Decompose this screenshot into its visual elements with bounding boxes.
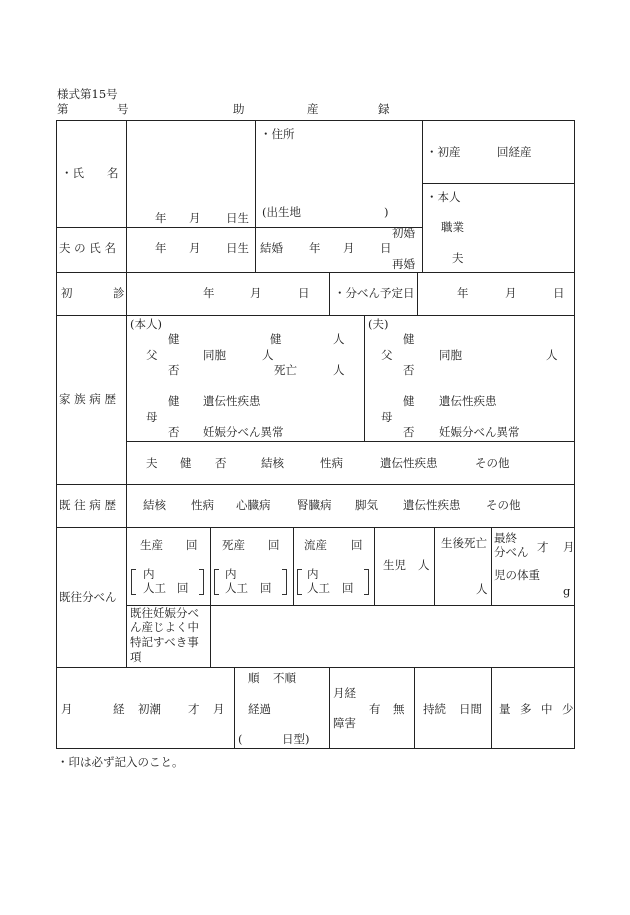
family-history-label: 家 族 病 歴 xyxy=(59,392,116,406)
amount-medium: 中 xyxy=(541,702,553,716)
past-delivery-label: 既往分べん xyxy=(59,590,117,604)
birth-year: 年 xyxy=(155,211,167,225)
mother-healthy: 健 xyxy=(168,394,180,408)
course-label: 経過 xyxy=(248,702,271,716)
father-not: 否 xyxy=(168,363,180,377)
marriage-label: 結婚 xyxy=(260,241,283,255)
person-label: ・本人 xyxy=(426,190,461,204)
form-number: 様式第15号 xyxy=(57,87,118,101)
amount-much: 多 xyxy=(520,702,532,716)
row-divider xyxy=(56,272,575,273)
first-marriage: 初婚 xyxy=(392,226,415,240)
living-children-count: 人 xyxy=(418,558,430,572)
misc-artificial: 人工 xyxy=(307,581,330,595)
menarche-age: 才 xyxy=(188,702,200,716)
neonatal-death-count: 人 xyxy=(476,582,488,596)
bracket-left xyxy=(297,569,302,595)
col-divider xyxy=(491,667,492,749)
parity-label: ・初産 xyxy=(426,145,461,159)
occupation-label: 職業 xyxy=(441,220,464,234)
past-history-item: 性病 xyxy=(191,498,214,512)
number-suffix: 号 xyxy=(117,102,129,116)
sibling-label: 同胞 xyxy=(203,348,226,362)
family-husband-label: (夫) xyxy=(368,317,389,331)
disorder-yes: 有 xyxy=(369,702,381,716)
col-divider xyxy=(293,527,294,605)
due-month: 月 xyxy=(505,286,517,300)
stillbirth-times: 回 xyxy=(268,538,280,552)
col-divider xyxy=(255,120,256,272)
amount-little: 少 xyxy=(562,702,574,716)
last-delivery-label-1: 最終 xyxy=(494,531,517,545)
amount-label: 量 xyxy=(499,702,511,716)
h-father-healthy: 健 xyxy=(403,332,415,346)
still-inner: 内 xyxy=(225,567,237,581)
number-prefix: 第 xyxy=(57,102,69,116)
live-artificial: 人工 xyxy=(143,581,166,595)
row-divider xyxy=(56,484,575,485)
family-self-label: (本人) xyxy=(130,317,162,331)
last-delivery-month: 月 xyxy=(563,540,575,554)
bracket-left xyxy=(214,569,219,595)
col-divider xyxy=(329,667,330,749)
title-char-3: 録 xyxy=(378,102,390,116)
mother-hereditary: 遺伝性疾患 xyxy=(203,394,261,408)
last-delivery-age: 才 xyxy=(537,540,549,554)
last-delivery-label-2: 分べん xyxy=(494,545,529,559)
h-mother-preg-abnormal: 妊娠分べん異常 xyxy=(439,425,520,439)
husband-birth-year: 年 xyxy=(155,241,167,255)
miscarriage-times: 回 xyxy=(351,538,363,552)
husband-row-item: 否 xyxy=(215,456,227,470)
mother-preg-abnormal: 妊娠分べん異常 xyxy=(203,425,284,439)
sibling-healthy: 健 xyxy=(270,332,282,346)
husband-birth-month: 月 xyxy=(189,241,201,255)
marriage-month: 月 xyxy=(343,241,355,255)
husband-occupation-label: 夫 xyxy=(452,251,464,265)
past-history-label: 既 往 病 歴 xyxy=(59,498,116,512)
sibling-count: 人 xyxy=(262,348,274,362)
past-history-item: 結核 xyxy=(143,498,166,512)
live-inner: 内 xyxy=(143,567,155,581)
notes-label-3: 特記すべき事 xyxy=(130,635,199,649)
birthplace-close: ) xyxy=(384,205,389,219)
stillbirth-label: 死産 xyxy=(222,538,245,552)
name-label: ・氏 名 xyxy=(61,166,119,180)
row-divider xyxy=(56,315,575,316)
father-label: 父 xyxy=(146,348,158,362)
first-visit-label-b: 診 xyxy=(113,286,125,300)
marriage-day: 日 xyxy=(380,241,392,255)
bracket-right xyxy=(282,569,287,595)
col-divider xyxy=(210,605,211,667)
disorder-no: 無 xyxy=(393,702,405,716)
past-history-item: 脚気 xyxy=(355,498,378,512)
duration-days: 日間 xyxy=(459,702,482,716)
row-divider xyxy=(56,667,575,668)
first-visit-day: 日 xyxy=(298,286,310,300)
husband-row-item: 性病 xyxy=(320,456,343,470)
cycle-open: ( xyxy=(238,732,243,746)
child-weight-unit: g xyxy=(563,584,571,598)
h-sibling-label: 同胞 xyxy=(439,348,462,362)
col-divider xyxy=(491,527,492,605)
disorder-label-1: 月経 xyxy=(333,686,356,700)
misc-inner: 内 xyxy=(307,567,319,581)
still-artificial: 人工 xyxy=(225,581,248,595)
past-history-item: 遺伝性疾患 xyxy=(403,498,461,512)
remarriage: 再婚 xyxy=(392,257,415,271)
first-visit-year: 年 xyxy=(203,286,215,300)
cycle-label: 日型) xyxy=(282,732,310,746)
menarche-month: 月 xyxy=(213,702,225,716)
husband-row-item: 結核 xyxy=(261,456,284,470)
h-sibling-count: 人 xyxy=(546,348,558,362)
parity-times: 回経産 xyxy=(497,145,532,159)
h-father-not: 否 xyxy=(403,363,415,377)
footer-note: ・印は必ず記入のこと。 xyxy=(57,755,184,769)
first-visit-label-a: 初 xyxy=(61,286,73,300)
col-divider xyxy=(329,272,330,315)
birthplace-label: (出生地 xyxy=(262,205,301,219)
row-divider xyxy=(56,527,575,528)
col-divider xyxy=(422,120,423,272)
sibling-deceased-count: 人 xyxy=(333,363,345,377)
husband-row-item: 夫 xyxy=(146,456,158,470)
menses-label-b: 経 xyxy=(113,702,125,716)
h-mother-label: 母 xyxy=(381,410,393,424)
row-divider xyxy=(56,227,423,228)
title-char-2: 産 xyxy=(307,102,319,116)
misc-artificial-times: 回 xyxy=(342,581,354,595)
husband-row-item: 遺伝性疾患 xyxy=(380,456,438,470)
husband-row-item: その他 xyxy=(475,456,510,470)
living-children-label: 生児 xyxy=(383,558,406,572)
address-label: ・住所 xyxy=(260,127,295,141)
col-divider xyxy=(364,315,365,441)
h-mother-not: 否 xyxy=(403,425,415,439)
col-divider xyxy=(374,527,375,605)
notes-label-2: ん産じよく中 xyxy=(130,620,199,634)
h-father-label: 父 xyxy=(381,348,393,362)
marriage-year: 年 xyxy=(309,241,321,255)
husband-row-item: 健 xyxy=(180,456,192,470)
birth-month: 月 xyxy=(189,211,201,225)
notes-label-1: 既往妊娠分べ xyxy=(130,606,199,620)
birth-day: 日生 xyxy=(226,211,249,225)
duration-label: 持続 xyxy=(423,702,446,716)
col-divider xyxy=(417,272,418,315)
col-divider xyxy=(126,120,127,667)
bracket-left xyxy=(131,569,136,595)
sibling-deceased: 死亡 xyxy=(274,363,297,377)
first-visit-month: 月 xyxy=(250,286,262,300)
menarche-label: 初潮 xyxy=(138,702,161,716)
regular-label: 順 xyxy=(248,671,260,685)
row-divider xyxy=(422,183,575,184)
past-history-item: 腎臓病 xyxy=(297,498,332,512)
due-date-label: ・分べん予定日 xyxy=(334,286,415,300)
col-divider xyxy=(434,527,435,605)
past-history-item: 心臓病 xyxy=(236,498,271,512)
row-divider xyxy=(126,441,575,442)
due-year: 年 xyxy=(457,286,469,300)
sibling-healthy-count: 人 xyxy=(333,332,345,346)
husband-birth-day: 日生 xyxy=(226,241,249,255)
col-divider xyxy=(234,667,235,749)
mother-not: 否 xyxy=(168,425,180,439)
neonatal-death-label: 生後死亡 xyxy=(441,536,487,550)
h-mother-healthy: 健 xyxy=(403,394,415,408)
col-divider xyxy=(210,527,211,605)
h-mother-hereditary: 遺伝性疾患 xyxy=(439,394,497,408)
mother-label: 母 xyxy=(146,410,158,424)
miscarriage-label: 流産 xyxy=(304,538,327,552)
bracket-right xyxy=(364,569,369,595)
still-artificial-times: 回 xyxy=(260,581,272,595)
live-birth-times: 回 xyxy=(186,538,198,552)
col-divider xyxy=(414,667,415,749)
live-artificial-times: 回 xyxy=(177,581,189,595)
notes-label-4: 項 xyxy=(130,650,142,664)
child-weight-label: 児の体重 xyxy=(494,568,540,582)
past-history-item: その他 xyxy=(486,498,521,512)
husband-name-label: 夫 の 氏 名 xyxy=(59,241,116,255)
disorder-label-2: 障害 xyxy=(333,716,356,730)
menses-label-a: 月 xyxy=(61,702,73,716)
due-day: 日 xyxy=(553,286,565,300)
bracket-right xyxy=(199,569,204,595)
live-birth-label: 生産 xyxy=(140,538,163,552)
title-char-1: 助 xyxy=(233,102,245,116)
irregular-label: 不順 xyxy=(273,671,296,685)
father-healthy: 健 xyxy=(168,332,180,346)
